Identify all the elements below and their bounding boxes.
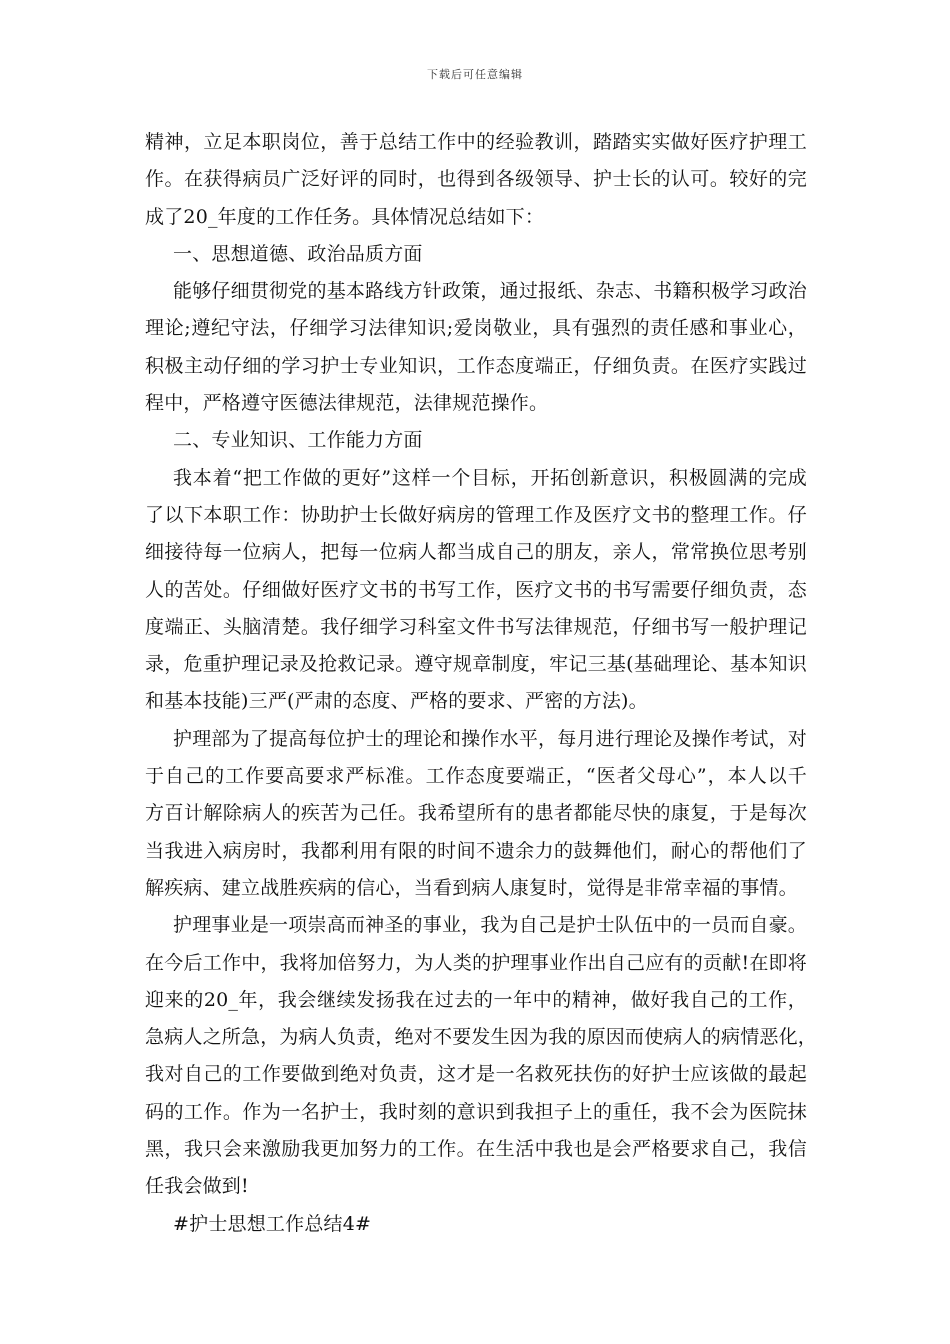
text-line: 当我进入病房时，我都利用有限的时间不遗余力的鼓舞他们，耐心的帮他们了 [145,839,807,862]
text-line: 急病人之所急，为病人负责，绝对不要发生因为我的原因而使病人的病情恶化， [145,1026,818,1049]
text-line: 和基本技能)三严(严肃的态度、严格的要求、严密的方法)。 [145,690,648,713]
text-line: 护理部为了提高每位护士的理论和操作水平，每月进行理论及操作考试，对 [173,727,807,750]
text-line: 录，危重护理记录及抢救记录。遵守规章制度，牢记三基(基础理论、基本知识 [145,653,807,676]
text-line: 能够仔细贯彻党的基本路线方针政策，通过报纸、杂志、书籍积极学习政治 [173,280,807,303]
text-line: 成了20_年度的工作任务。具体情况总结如下： [145,205,545,228]
text-line: 一、思想道德、政治品质方面 [173,242,423,265]
text-line: 迎来的20_年，我会继续发扬我在过去的一年中的精神，做好我自己的工作， [145,988,807,1011]
text-line: 作。在获得病员广泛好评的同时，也得到各级领导、护士长的认可。较好的完 [145,168,807,191]
text-line: 解疾病、建立战胜疾病的信心，当看到病人康复时，觉得是非常幸福的事情。 [145,876,798,899]
text-line: 理论;遵纪守法，仔细学习法律知识;爱岗敬业，具有强烈的责任感和事业心， [145,317,807,340]
text-line: 于自己的工作要高要求严标准。工作态度要端正，“医者父母心”，本人以千 [145,765,807,788]
text-line: 程中，严格遵守医德法律规范，法律规范操作。 [145,392,549,415]
text-line: 任我会做到! [145,1175,249,1198]
text-line: 黑，我只会来激励我更加努力的工作。在生活中我也是会严格要求自己，我信 [145,1138,807,1161]
text-line: 人的苦处。仔细做好医疗文书的书写工作，医疗文书的书写需要仔细负责，态 [145,578,807,601]
page-header: 下载后可任意编辑 [427,68,523,81]
text-line: 积极主动仔细的学习护士专业知识，工作态度端正，仔细负责。在医疗实践过 [145,354,807,377]
text-line: 二、专业知识、工作能力方面 [173,429,423,452]
text-line: 护理事业是一项崇高而神圣的事业，我为自己是护士队伍中的一员而自豪。 [173,914,807,937]
text-line: 方百计解除病人的疾苦为己任。我希望所有的患者都能尽快的康复，于是每次 [145,802,807,825]
text-line: 精神，立足本职岗位，善于总结工作中的经验教训，踏踏实实做好医疗护理工 [145,131,807,153]
text-line: 我本着“把工作做的更好”这样一个目标，开拓创新意识，积极圆满的完成 [173,466,807,489]
text-line: 了以下本职工作：协助护士长做好病房的管理工作及医疗文书的整理工作。仔 [145,503,807,526]
text-line: 在今后工作中，我将加倍努力，为人类的护理事业作出自己应有的贡献!在即将 [145,951,807,974]
text-line: 度端正、头脑清楚。我仔细学习科室文件书写法律规范，仔细书写一般护理记 [145,615,807,638]
document-body [145,124,818,1243]
text-line: 细接待每一位病人，把每一位病人都当成自己的朋友，亲人，常常换位思考别 [145,541,807,564]
text-line: 码的工作。作为一名护士，我时刻的意识到我担子上的重任，我不会为医院抹 [145,1100,807,1123]
text-line: 我对自己的工作要做到绝对负责，这才是一名救死扶伤的好护士应该做的最起 [145,1063,807,1086]
text-line: #护士思想工作总结4# [173,1212,372,1235]
